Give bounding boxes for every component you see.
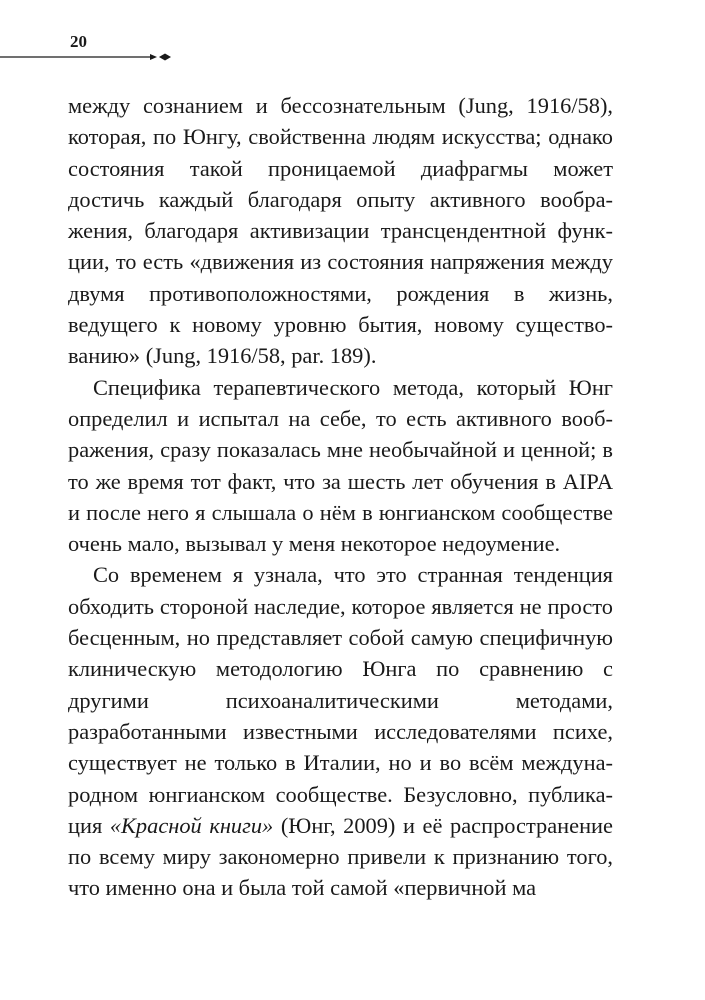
page-header [0, 0, 705, 70]
page-number: 20 [70, 32, 87, 51]
paragraph-3-text-start: Со временем я узнала, что это странная тенденция обходить стороной наследие, которое является не просто бесценным, но представляет собой самую специфичную клиническую методологию Юнга по сравнению с другими психоаналитическими методами, разработанными известными исследователями психе, существует не только в Италии, но и во всём международном юнгианском сообществе. Безусловно, публикация [68, 562, 613, 838]
paragraph-1: между сознанием и бессознательным (Jung, 1916/58), которая, по Юнгу, свойственна людям искусства; однако состояния такой проницаемой диафрагмы может достичь каждый благодаря опыту активного воображения, благодаря активизации трансцендентной функции, то есть «движения из состояния напряжения между двумя противоположностями, рождения в жизнь, ведущего к новому уровню бытия, новому существованию» (Jung, 1916/58, par. 189). [68, 93, 613, 369]
paragraph-3-text-end: (Юнг, 2009) и её распространение по всему миру закономерно привели к признанию того, что именно она и была той самой «первичной ма [68, 812, 613, 901]
red-book-title: «Красной книги» [109, 812, 274, 838]
arrow-diamond-ornament-icon [0, 53, 180, 61]
paragraph-2: Специфика терапевтического метода, который Юнг определил и испытал на себе, то есть активного воображения, сразу показалась мне необычайной и ценной; в то же время тот факт, что за шесть лет обучения в AIPA и после него я слышала о нём в юнгианском сообществе очень мало, вызывал у меня некоторое недоумение. [68, 374, 613, 557]
body-text [68, 90, 613, 904]
paragraph-3 [68, 559, 613, 903]
